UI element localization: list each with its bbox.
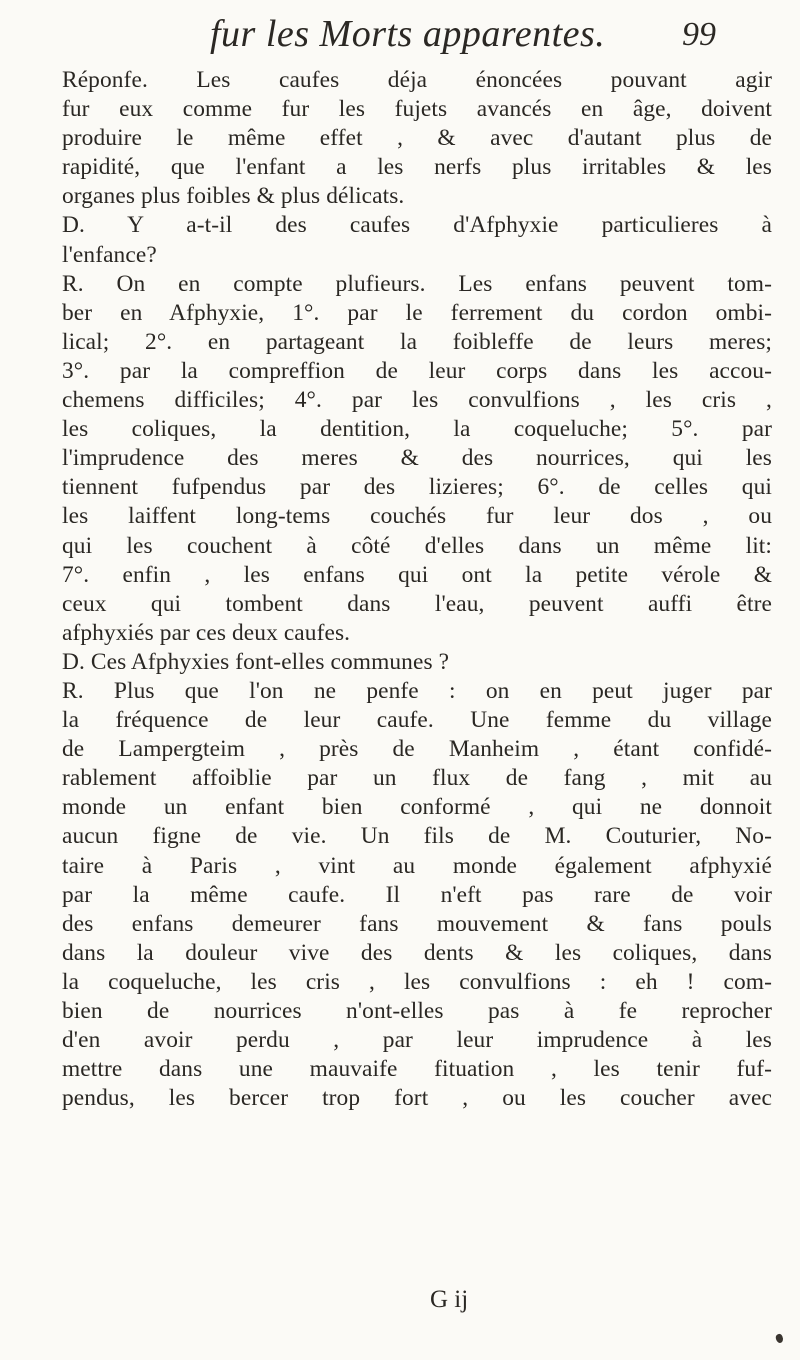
running-title: fur les Morts apparentes.: [210, 13, 606, 55]
text-line: Réponfe. Les caufes déja énoncées pouvant agir: [62, 67, 772, 93]
question-line: D. Y a-t-il des caufes d'Afphyxie particulieres à: [62, 212, 772, 239]
text-line: afphyxiés par ces deux caufes.: [62, 619, 351, 646]
ink-speck: [774, 1333, 784, 1344]
page-number: 99: [682, 16, 716, 53]
text-line: bien de nourrices n'ont-elles pas à fe reprocher: [62, 998, 772, 1024]
text-line: de Lampergteim , près de Manheim , étant confidé-: [62, 736, 772, 763]
text-line: chemens difficiles; 4°. par les convulfions , les cris ,: [62, 387, 772, 414]
text-line: organes plus foibles & plus délicats.: [62, 183, 405, 210]
text-line: 3°. par la compreffion de leur corps dans les accou-: [62, 357, 772, 384]
signature-mark: G ij: [430, 1286, 469, 1313]
text-line: produire le même effet , & avec d'autant plus de: [62, 125, 772, 152]
text-line: ber en Afphyxie, 1°. par le ferrement du cordon ombi-: [62, 299, 772, 326]
text-line: d'en avoir perdu , par leur imprudence à les: [62, 1027, 772, 1054]
text-line: 7°. enfin , les enfans qui ont la petite vérole &: [62, 561, 772, 588]
text-line: monde un enfant bien conformé , qui ne donnoit: [62, 794, 772, 821]
body-text: [62, 66, 772, 1113]
text-line: mettre dans une mauvaife fituation , les tenir fuf-: [62, 1056, 772, 1083]
text-line: aucun figne de vie. Un fils de M. Couturier, No-: [62, 823, 772, 850]
text-line: les coliques, la dentition, la coqueluche; 5°. par: [62, 416, 772, 443]
text-line: l'imprudence des meres & des nourrices, qui les: [62, 445, 772, 472]
answer-line: R. Plus que l'on ne penfe : on en peut juger par: [62, 677, 772, 704]
text-line: par la même caufe. Il n'eft pas rare de voir: [62, 881, 772, 908]
text-line: l'enfance?: [62, 241, 157, 268]
text-line: qui les couchent à côté d'elles dans un même lit:: [62, 532, 772, 559]
text-line: dans la douleur vive des dents & les coliques, dans: [62, 939, 772, 966]
text-line: pendus, les bercer trop fort , ou les coucher avec: [62, 1085, 772, 1112]
text-line: des enfans demeurer fans mouvement & fans pouls: [62, 910, 772, 937]
answer-line: R. On en compte plufieurs. Les enfans peuvent tom-: [62, 270, 772, 297]
text-line: rablement affoiblie par un flux de fang , mit au: [62, 765, 772, 792]
text-line: la coqueluche, les cris , les convulfions : eh ! com-: [62, 968, 772, 995]
text-line: ceux qui tombent dans l'eau, peuvent auffi être: [62, 590, 772, 617]
text-line: lical; 2°. en partageant la foibleffe de leurs meres;: [62, 328, 772, 355]
text-line: rapidité, que l'enfant a les nerfs plus irritables & les: [62, 154, 772, 181]
text-line: les laiffent long-tems couchés fur leur dos , ou: [62, 503, 772, 530]
question-line: D. Ces Afphyxies font-elles communes ?: [62, 648, 450, 675]
text-line: tiennent fufpendus par des lizieres; 6°. de celles qui: [62, 474, 772, 501]
text-line: la fréquence de leur caufe. Une femme du village: [62, 707, 772, 734]
text-line: fur eux comme fur les fujets avancés en âge, doivent: [62, 96, 772, 123]
text-line: taire à Paris , vint au monde également afphyxié: [62, 852, 772, 879]
page-header: [0, 12, 800, 68]
